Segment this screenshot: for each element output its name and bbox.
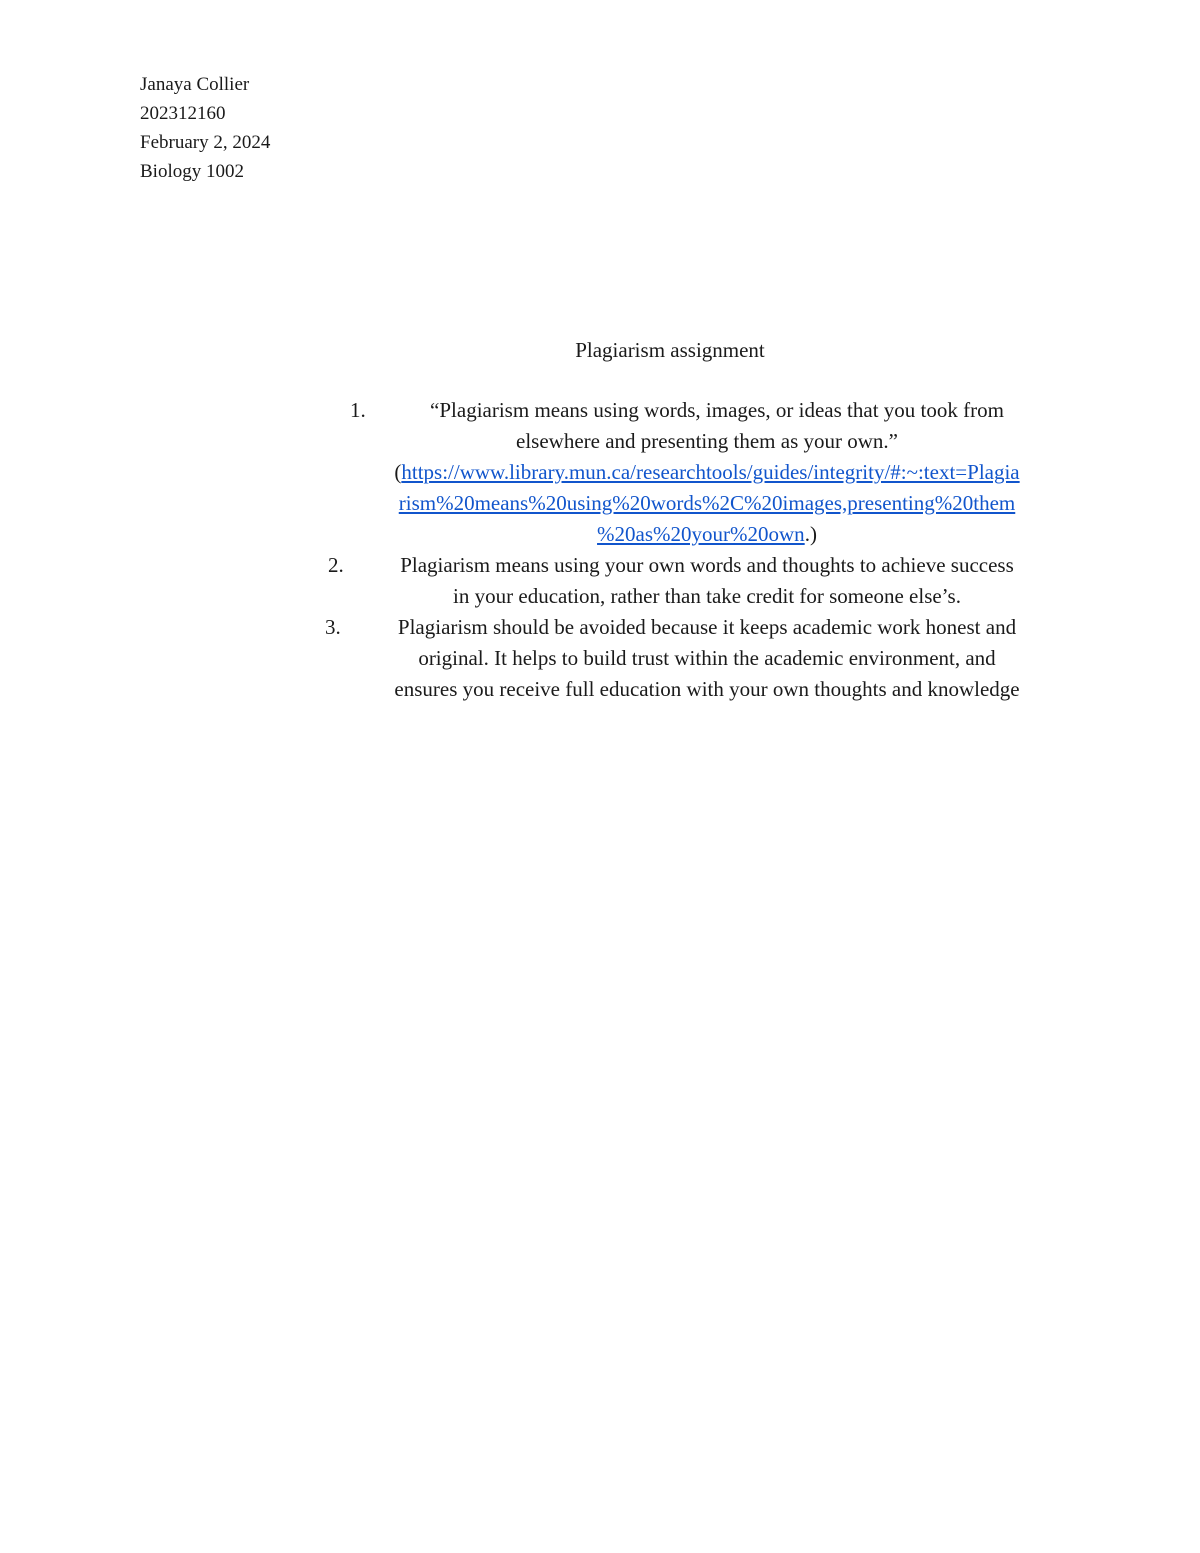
open-paren: ( [394,460,402,484]
quote-line: elsewhere and presenting them as your own.” [516,429,898,453]
course-name: Biology 1002 [140,161,244,182]
citation-link[interactable]: https://www.library.mun.ca/researchtools/guides/integrity/#:~:text=Plagia [401,460,1020,484]
list-item-number: 3. [325,615,341,639]
citation-link[interactable]: %20as%20your%20own [597,522,805,546]
citation-line [355,519,1059,550]
text-line: Plagiarism should be avoided because it keeps academic work honest and [397,615,1017,639]
student-name: Janaya Collier [140,74,250,95]
list-item-text [355,550,1059,612]
page-title: Plagiarism assignment [575,338,765,362]
list-item-number: 1. [350,398,366,422]
close-paren: .) [804,522,817,546]
citation-link[interactable]: rism%20means%20using%20words%2C%20images,presenting%20them [398,491,1016,515]
list-item-text [355,395,1059,550]
list-item-number: 2. [328,553,344,577]
list-item-text [355,612,1059,705]
text-line: Plagiarism means using your own words and thoughts to achieve success [400,553,1014,577]
citation-line [355,488,1059,519]
student-id: 202312160 [140,103,226,124]
text-line: ensures you receive full education with your own thoughts and knowledge [394,677,1020,701]
quote-line: “Plagiarism means using words, images, or ideas that you took from [430,398,1004,422]
text-line: original. It helps to build trust within the academic environment, and [418,646,996,670]
citation-line [355,457,1059,488]
header-block [140,70,270,186]
text-line: in your education, rather than take credit for someone else’s. [453,584,961,608]
document-date: February 2, 2024 [140,132,271,153]
